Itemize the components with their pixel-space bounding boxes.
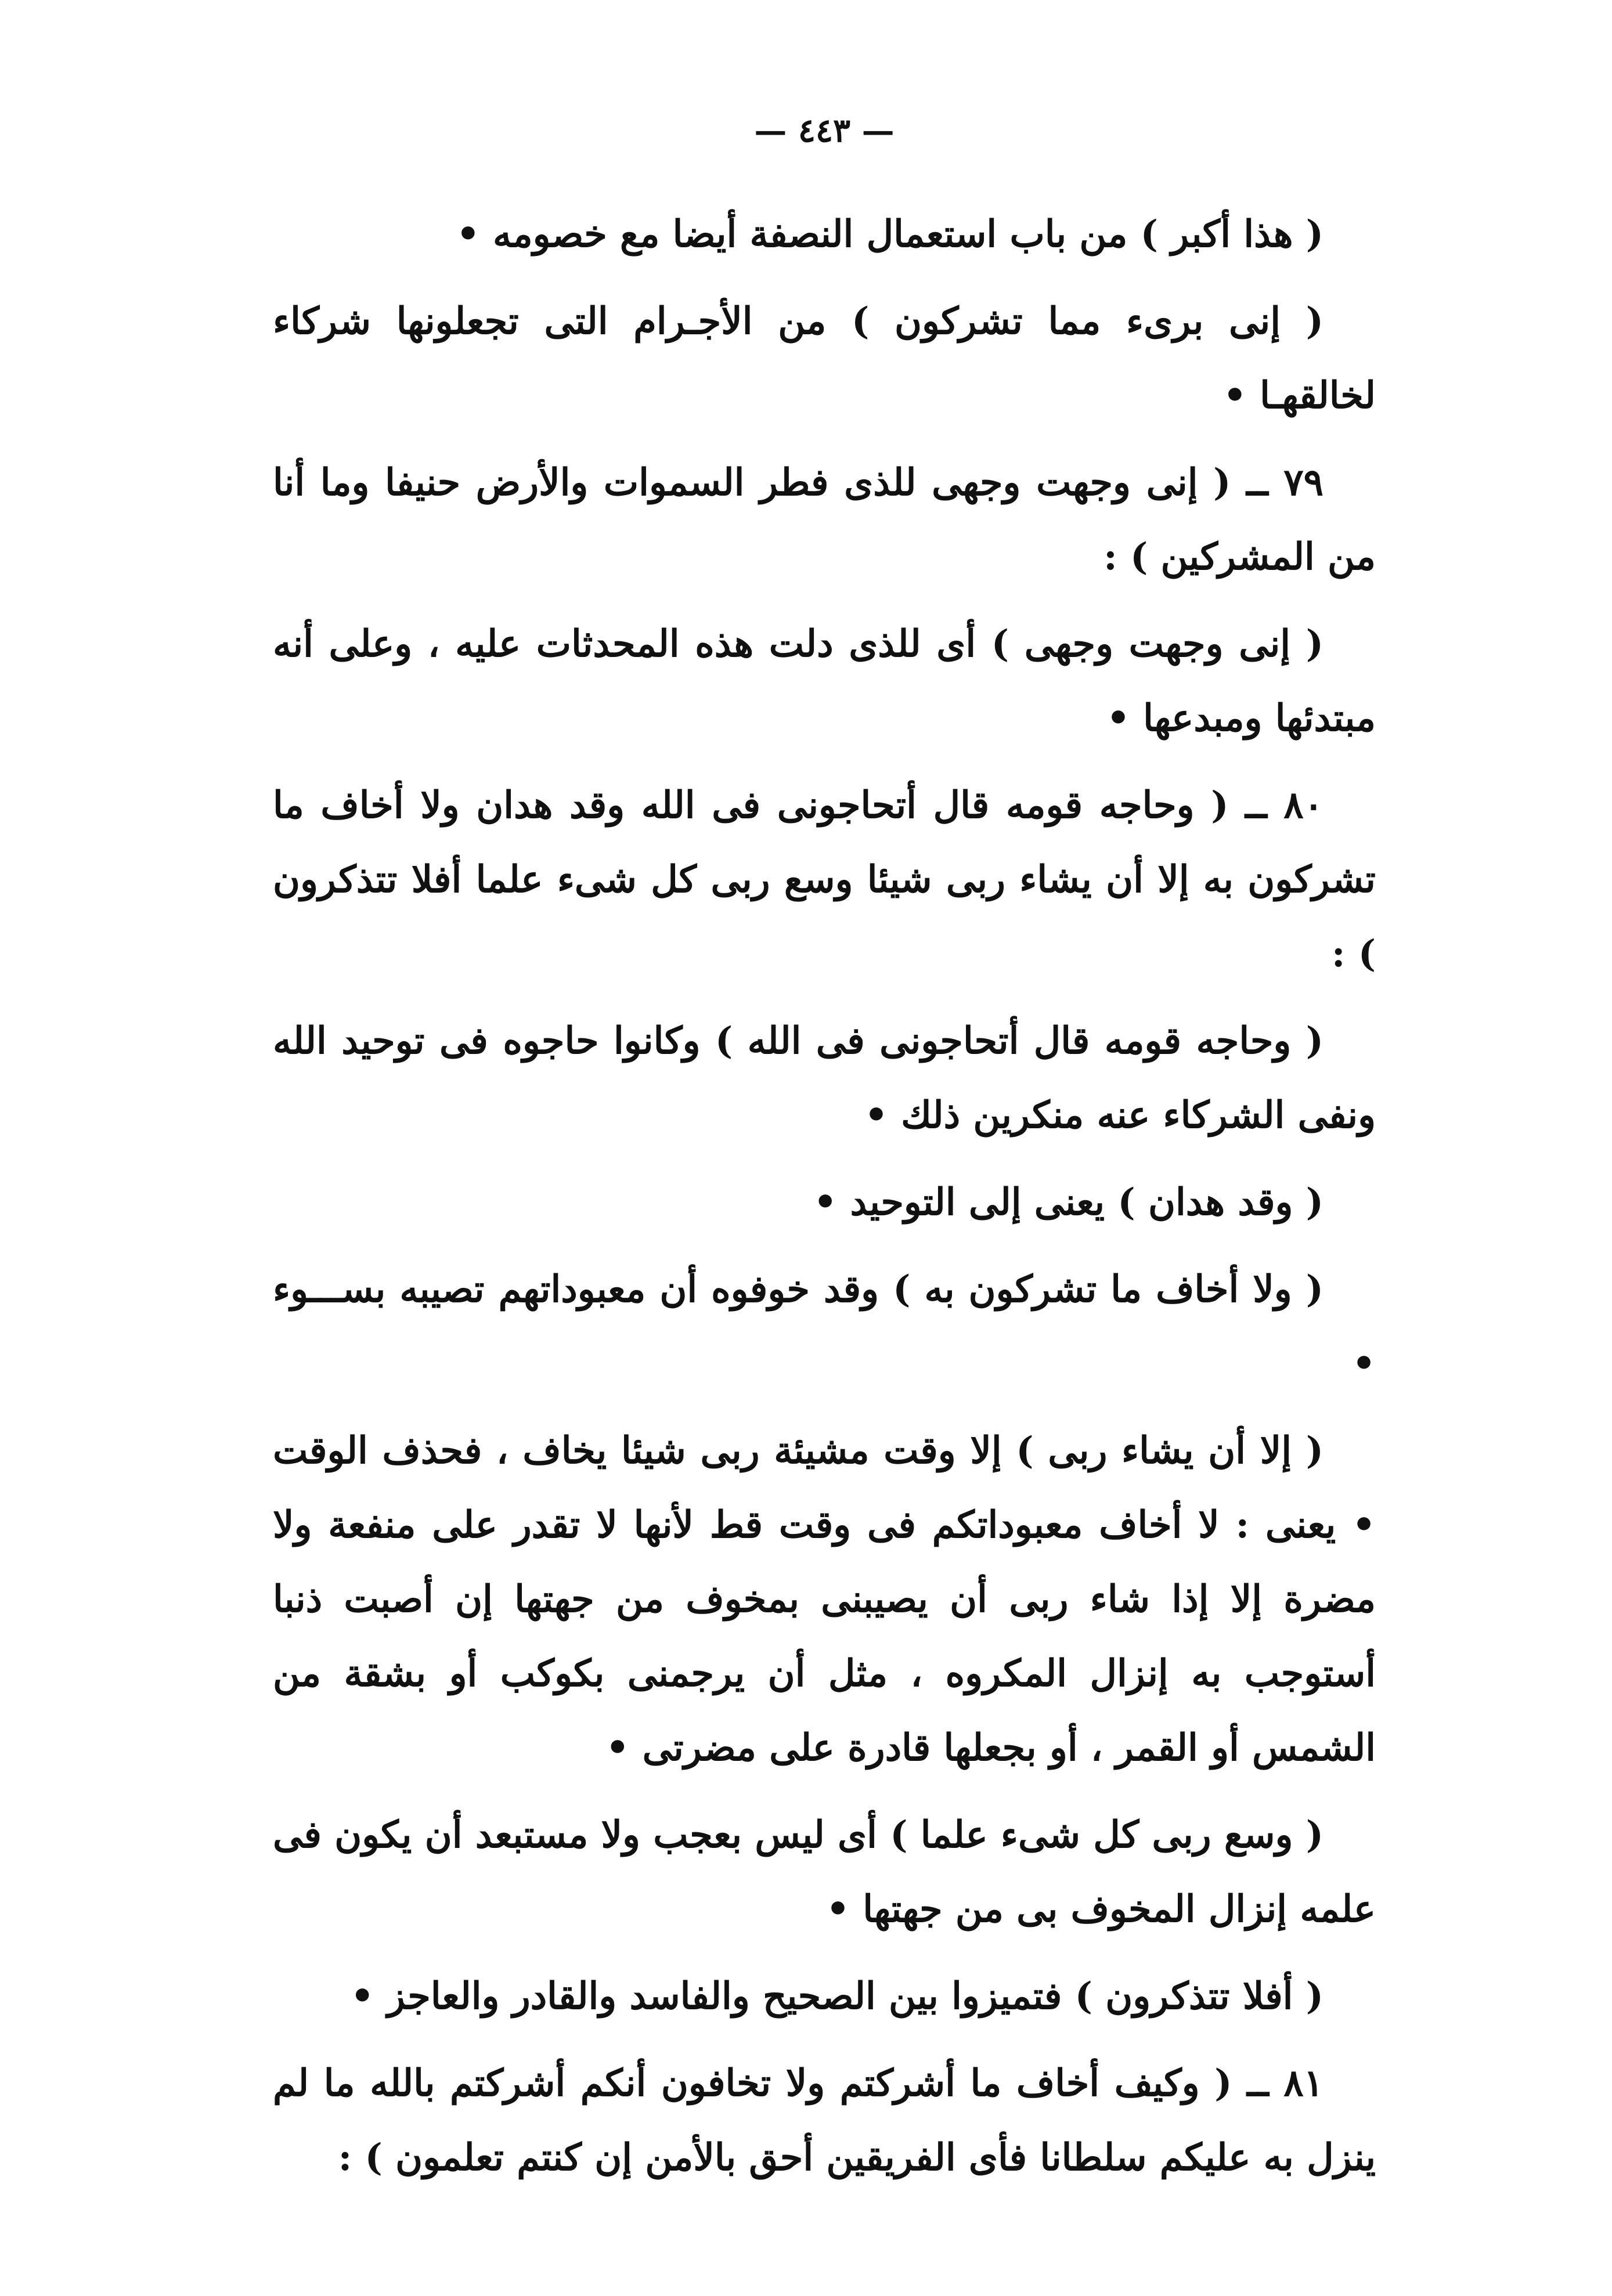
body-text — [273, 197, 1376, 2195]
paragraph: ( أفلا تتذكرون ) فتميزوا بين الصحيح والفاسد والقادر والعاجز • — [350, 1974, 1324, 2018]
paragraph: ( وحاجه قومه قال أتحاجونى فى الله ) وكانوا حاجوه فى توحيد الله ونفى الشركاء عنه منكرين ذلك • — [273, 1019, 1376, 1137]
paragraph: ( وسع ربى كل شىء علما ) أى ليس بعجب ولا مستبعد أن يكون فى علمه إنزال المخوف بى من جهتها • — [273, 1813, 1376, 1931]
verse-paragraph: ٨١ ــ ( وكيف أخاف ما أشركتم ولا تخافون أنكم أشركتم بالله ما لم ينزل به عليكم سلطانا فأى الفريقين أحق بالأمن إن كنتم تعلمون ) : — [273, 2062, 1376, 2179]
paragraph: ( ولا أخاف ما تشركون به ) وقد خوفوه أن معبوداتهم تصيبه بســـوء • — [273, 1268, 1376, 1385]
paragraph: ( إلا أن يشاء ربى ) إلا وقت مشيئة ربى شيئا يخاف ، فحذف الوقت • يعنى : لا أخاف معبوداتكم فى وقت قط لأنها لا تقدر على منفعة ولا مضرة إلا إذا شاء ربى أن يصيبنى بمخوف من جهتها إن أصبت ذنبا أستوجب به إنزال المكروه ، مثل أن يرجمنى بكوكب أو بشقة من الشمس أو القمر ، أو بجعلها قادرة على مضرتى • — [273, 1429, 1376, 1770]
verse-paragraph: ٨٠ ــ ( وحاجه قومه قال أتحاجونى فى الله وقد هدان ولا أخاف ما تشركون به إلا أن يشاء ربى شيئا وسع ربى كل شىء علما أفلا تتذكرون ) : — [273, 784, 1376, 976]
paragraph: ( وقد هدان ) يعنى إلى التوحيد • — [813, 1181, 1324, 1224]
book-page — [273, 99, 1376, 2246]
paragraph: ( هذا أكبر ) من باب استعمال النصفة أيضا مع خصومه • — [456, 212, 1324, 256]
paragraph: ( إنى وجهت وجهى ) أى للذى دلت هذه المحدثات عليه ، وعلى أنه مبتدئها ومبدعها • — [273, 622, 1376, 740]
paragraph: ( إنى برىء مما تشركون ) من الأجـرام التى تجعلونها شركاء لخالقهـا • — [273, 299, 1376, 417]
verse-paragraph: ٧٩ ــ ( إنى وجهت وجهى للذى فطر السموات والأرض حنيفا وما أنا من المشركين ) : — [273, 461, 1376, 579]
page-number: — ٤٤٣ — — [754, 111, 895, 150]
